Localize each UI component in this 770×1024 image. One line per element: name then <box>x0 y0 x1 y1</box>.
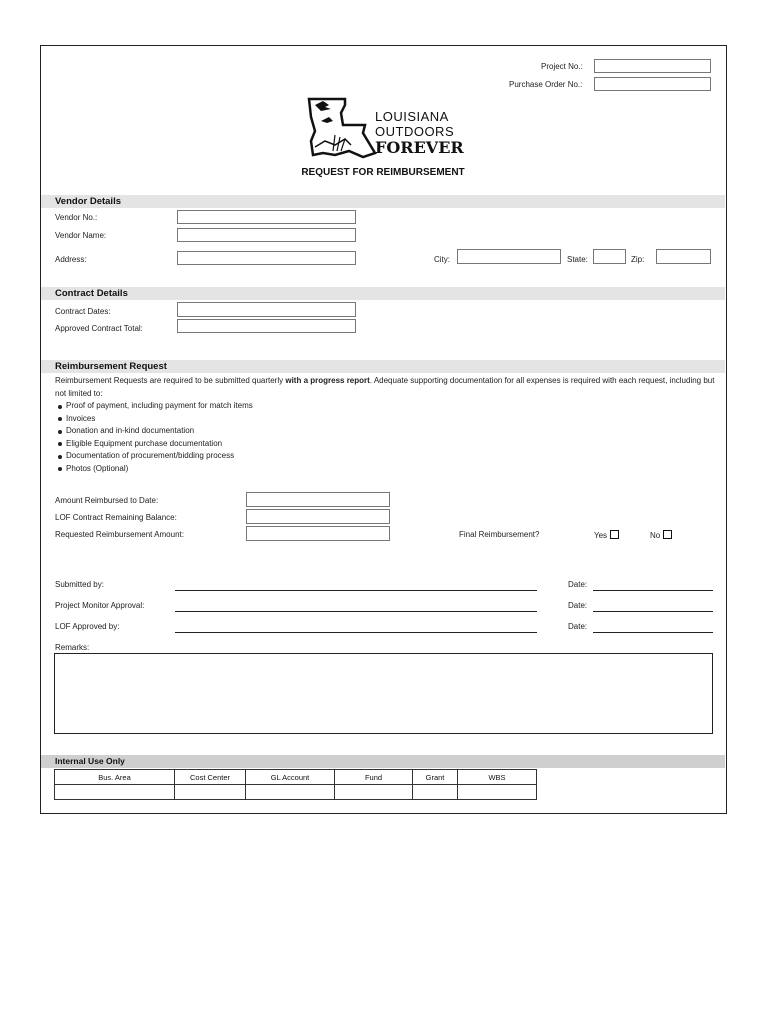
state-label: State: <box>567 255 588 264</box>
instructions-text-bold: with a progress report <box>285 376 370 385</box>
lof-logo <box>305 95 465 161</box>
vendor-no-label: Vendor No.: <box>55 213 98 222</box>
submitted-date-line[interactable] <box>593 590 713 591</box>
yes-label: Yes <box>594 531 608 540</box>
cost-center-cell[interactable] <box>175 785 246 800</box>
submitted-by-label: Submitted by: <box>55 580 104 589</box>
gl-account-cell[interactable] <box>246 785 335 800</box>
no-label: No <box>650 531 661 540</box>
list-item: Photos (Optional) <box>55 463 253 476</box>
vendor-name-label: Vendor Name: <box>55 231 107 240</box>
remarks-label: Remarks: <box>55 643 90 652</box>
address-field[interactable] <box>177 251 356 265</box>
list-item: Documentation of procurement/bidding process <box>55 450 253 463</box>
contract-total-field[interactable] <box>177 319 356 333</box>
final-no-option[interactable] <box>650 530 672 540</box>
instructions-text-end: . Adequate supporting documentation for all expenses is required with each request, including but not limited to: <box>55 376 715 398</box>
logo-text-forever: FOREVER <box>375 138 464 157</box>
project-no-field[interactable] <box>594 59 711 73</box>
vendor-no-field[interactable] <box>177 210 356 224</box>
reimbursement-instructions <box>55 375 720 400</box>
column-header: Grant <box>413 770 458 785</box>
yes-checkbox[interactable] <box>610 530 619 539</box>
column-header: Bus. Area <box>55 770 175 785</box>
state-field[interactable] <box>593 249 626 264</box>
final-yes-option[interactable] <box>594 530 619 540</box>
remarks-field[interactable] <box>54 653 713 734</box>
address-label: Address: <box>55 255 87 264</box>
purchase-order-field[interactable] <box>594 77 711 91</box>
contract-section-title: Contract Details <box>41 287 725 300</box>
city-label: City: <box>434 255 450 264</box>
grant-cell[interactable] <box>413 785 458 800</box>
column-header: Fund <box>335 770 413 785</box>
submitted-by-line[interactable] <box>175 590 537 591</box>
list-item: Donation and in-kind documentation <box>55 425 253 438</box>
remaining-balance-label: LOF Contract Remaining Balance: <box>55 513 177 522</box>
date-label: Date: <box>568 601 588 610</box>
instructions-text-start: Reimbursement Requests are required to be submitted quarterly <box>55 376 286 385</box>
contract-dates-field[interactable] <box>177 302 356 317</box>
list-item: Invoices <box>55 413 253 426</box>
date-label: Date: <box>568 580 588 589</box>
documentation-list <box>55 400 253 475</box>
requested-amount-field[interactable] <box>246 526 390 541</box>
table-row <box>55 785 537 800</box>
list-item: Eligible Equipment purchase documentation <box>55 438 253 451</box>
internal-use-table <box>54 769 537 800</box>
contract-total-label: Approved Contract Total: <box>55 324 143 333</box>
monitor-approval-label: Project Monitor Approval: <box>55 601 145 610</box>
reimbursement-form <box>40 45 727 814</box>
louisiana-state-logo-icon <box>305 95 377 161</box>
column-header: Cost Center <box>175 770 246 785</box>
logo-text-outdoors: OUTDOORS <box>375 124 455 139</box>
fund-cell[interactable] <box>335 785 413 800</box>
zip-label: Zip: <box>631 255 645 264</box>
requested-amount-label: Requested Reimbursement Amount: <box>55 530 184 539</box>
amount-to-date-label: Amount Reimbursed to Date: <box>55 496 159 505</box>
lof-approved-label: LOF Approved by: <box>55 622 120 631</box>
monitor-date-line[interactable] <box>593 611 713 612</box>
date-label: Date: <box>568 622 588 631</box>
final-reimbursement-label: Final Reimbursement? <box>459 530 540 539</box>
bus-area-cell[interactable] <box>55 785 175 800</box>
vendor-section-title: Vendor Details <box>41 195 725 208</box>
contract-dates-label: Contract Dates: <box>55 307 111 316</box>
monitor-approval-line[interactable] <box>175 611 537 612</box>
purchase-order-label: Purchase Order No.: <box>509 80 583 89</box>
table-header-row <box>55 770 537 785</box>
remaining-balance-field[interactable] <box>246 509 390 524</box>
lof-date-line[interactable] <box>593 632 713 633</box>
column-header: GL Account <box>246 770 335 785</box>
zip-field[interactable] <box>656 249 711 264</box>
reimbursement-section-title: Reimbursement Request <box>41 360 725 373</box>
column-header: WBS <box>458 770 537 785</box>
logo-text-louisiana: LOUISIANA <box>375 109 449 124</box>
vendor-name-field[interactable] <box>177 228 356 242</box>
city-field[interactable] <box>457 249 561 264</box>
wbs-cell[interactable] <box>458 785 537 800</box>
amount-to-date-field[interactable] <box>246 492 390 507</box>
internal-section-title: Internal Use Only <box>41 755 725 768</box>
no-checkbox[interactable] <box>663 530 672 539</box>
form-title: REQUEST FOR REIMBURSEMENT <box>301 167 465 178</box>
project-no-label: Project No.: <box>541 62 583 71</box>
lof-approved-line[interactable] <box>175 632 537 633</box>
list-item: Proof of payment, including payment for match items <box>55 400 253 413</box>
